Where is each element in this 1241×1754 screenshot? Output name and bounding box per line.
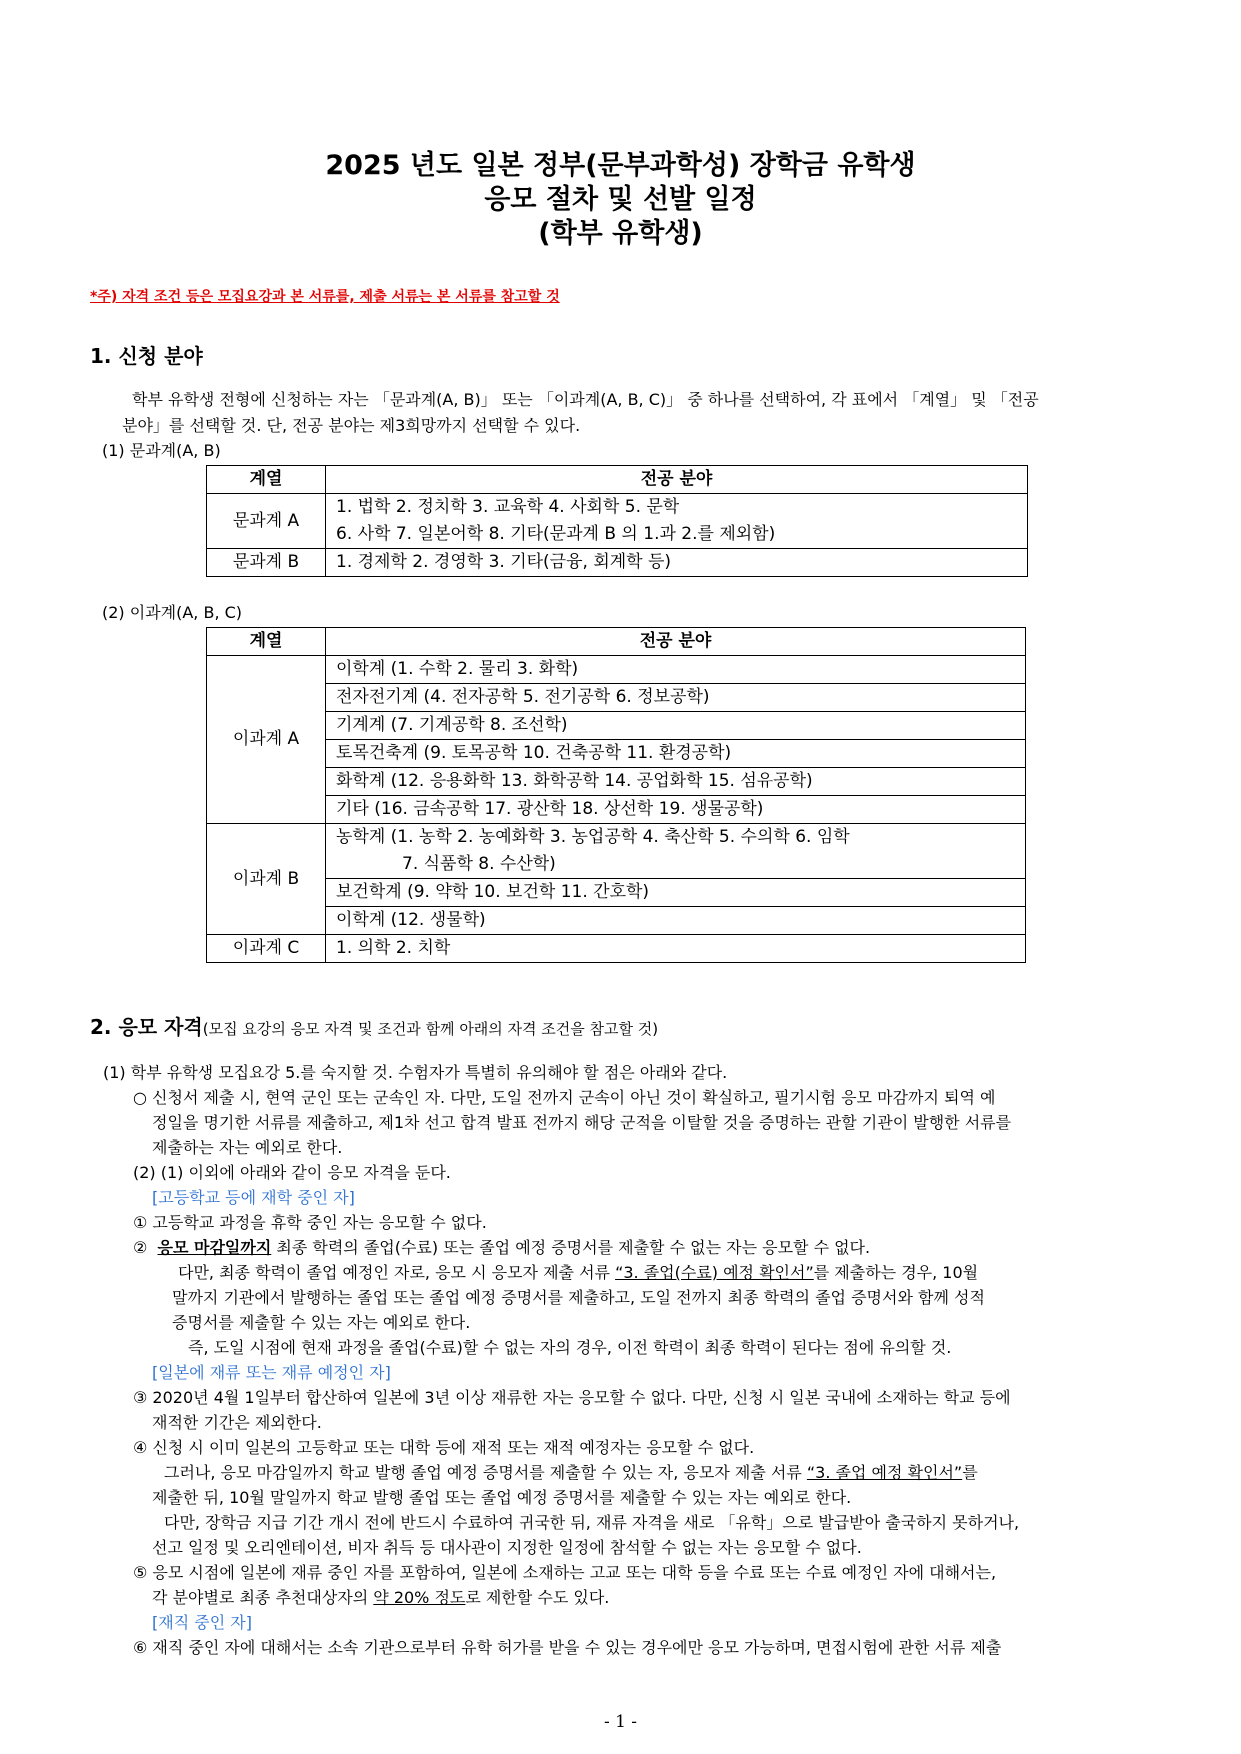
- item-2-line-4: 증명서를 제출할 수 있는 자는 예외로 한다.: [172, 1313, 471, 1332]
- page-number: - 1 -: [603, 1712, 638, 1732]
- table-row: [207, 549, 1028, 577]
- item-5: ⑤ 응모 시점에 일본에 재류 중인 자를 포함하여, 일본에 소재하는 고교 또는 대학 등을 수료 또는 수료 예정인 자에 대해서는,: [133, 1563, 997, 1582]
- section-2-heading: [90, 1011, 658, 1040]
- field-line: 6. 사학 7. 일본어학 8. 기타(문과계 B 의 1.과 2.를 제외함): [336, 524, 776, 544]
- item-3: ③ 2020년 4월 1일부터 합산하여 일본에 3년 이상 재류한 자는 응모할 수 없다. 다만, 신청 시 일본 국내에 소재하는 학교 등에: [133, 1388, 1011, 1407]
- item-3-line-2: 재적한 기간은 제외한다.: [152, 1413, 322, 1432]
- category-cell: 이과계 B: [207, 824, 326, 935]
- title-line-2: 응모 절차 및 선발 일정: [484, 184, 757, 215]
- item-2-line-5: 즉, 도일 시점에 현재 과정을 졸업(수료)할 수 없는 자의 경우, 이전 학력이 최종 학력이 된다는 점에 유의할 것.: [188, 1338, 952, 1357]
- table-row: [207, 824, 1026, 879]
- humanities-label: (1) 문과계(A, B): [102, 441, 221, 460]
- field-line: 7. 식품학 8. 수산학): [402, 854, 556, 874]
- science-label: (2) 이과계(A, B, C): [102, 603, 243, 622]
- field-line: 보건학계 (9. 약학 10. 보건학 11. 간호학): [326, 879, 1026, 907]
- category-cell: 문과계 B: [207, 549, 326, 577]
- item-2-line-2: 다만, 최종 학력이 졸업 예정인 자로, 응모 시 응모자 제출 서류 “3. 졸업(수료) 예정 확인서”를 제출하는 경우, 10월: [178, 1263, 979, 1282]
- field-line: 1. 법학 2. 정치학 3. 교육학 4. 사회학 5. 문학: [336, 497, 680, 517]
- section-2-heading-note: (모집 요강의 응모 자격 및 조건과 함께 아래의 자격 조건을 참고할 것): [202, 1020, 659, 1038]
- field-line: 이학계 (12. 생물학): [326, 907, 1026, 935]
- table-row: [207, 494, 1028, 549]
- deadline-emphasis: 응모 마감일까지: [157, 1238, 272, 1257]
- field-line: 화학계 (12. 응용화학 13. 화학공학 14. 공업화학 15. 섬유공학): [326, 768, 1026, 796]
- rule-2: (2) (1) 이외에 아래와 같이 응모 자격을 둔다.: [133, 1163, 451, 1182]
- humanities-table: [206, 465, 1028, 577]
- table-row: [207, 684, 1026, 712]
- section-1-intro-line-2: 분야」를 선택할 것. 단, 전공 분야는 제3희망까지 선택할 수 있다.: [122, 416, 581, 435]
- item-1: ① 고등학교 과정을 휴학 중인 자는 응모할 수 없다.: [133, 1213, 487, 1232]
- subheading-employed: [재직 중인 자]: [152, 1613, 252, 1632]
- military-line-2: 정일을 명기한 서류를 제출하고, 제1차 선고 합격 발표 전까지 해당 군적을 이탈할 것을 증명하는 관할 기관이 발행한 서류를: [152, 1113, 1012, 1132]
- item-4-line-5: 선고 일정 및 오리엔테이션, 비자 취득 등 대사관이 지정한 일정에 참석할 수 없는 자는 응모할 수 없다.: [152, 1538, 862, 1557]
- fields-cell: [326, 494, 1028, 549]
- table-row: [207, 768, 1026, 796]
- section-1-intro-line-1: 학부 유학생 전형에 신청하는 자는 「문과계(A, B)」 또는 「이과계(A, B, C)」 중 하나를 선택하여, 각 표에서 「계열」 및 「전공: [132, 390, 1039, 409]
- field-line: 기타 (16. 금속공학 17. 광산학 18. 상선학 19. 생물공학): [326, 796, 1026, 824]
- table-header-fields: 전공 분야: [326, 628, 1026, 656]
- field-line: 이학계 (1. 수학 2. 물리 3. 화학): [326, 656, 1026, 684]
- section-2-heading-title: 2. 응모 자격: [90, 1015, 203, 1039]
- item-2: ② 응모 마감일까지 최종 학력의 졸업(수료) 또는 졸업 예정 증명서를 제출할 수 없는 자는 응모할 수 없다.: [133, 1238, 871, 1257]
- item-4-line-3: 제출한 뒤, 10월 말일까지 학교 발행 졸업 또는 졸업 예정 증명서를 제출할 수 있는 자는 예외로 한다.: [152, 1488, 852, 1507]
- limit-emphasis: 약 20% 정도: [373, 1588, 466, 1607]
- item-6: ⑥ 재직 중인 자에 대해서는 소속 기관으로부터 유학 허가를 받을 수 있는 경우에만 응모 가능하며, 면접시험에 관한 서류 제출: [133, 1638, 1002, 1657]
- category-cell: 이과계 C: [207, 935, 326, 963]
- section-1-heading: 1. 신청 분야: [90, 344, 203, 368]
- field-line: 1. 경제학 2. 경영학 3. 기타(금융, 회계학 등): [326, 549, 1028, 577]
- doc-reference: “3. 졸업(수료) 예정 확인서”: [615, 1263, 814, 1282]
- field-line: 토목건축계 (9. 토목공학 10. 건축공학 11. 환경공학): [326, 740, 1026, 768]
- science-table: [206, 627, 1026, 963]
- table-row: [207, 796, 1026, 824]
- subheading-residence: [일본에 재류 또는 재류 예정인 자]: [152, 1363, 391, 1382]
- table-row: [207, 935, 1026, 963]
- category-cell: 문과계 A: [207, 494, 326, 549]
- field-line: 기계계 (7. 기계공학 8. 조선학): [326, 712, 1026, 740]
- table-row: [207, 712, 1026, 740]
- military-line-1: ○ 신청서 제출 시, 현역 군인 또는 군속인 자. 다만, 도일 전까지 군속이 아닌 것이 확실하고, 필기시험 응모 마감까지 퇴역 예: [133, 1088, 996, 1107]
- military-line-3: 제출하는 자는 예외로 한다.: [152, 1138, 343, 1157]
- doc-reference: “3. 졸업 예정 확인서”: [806, 1463, 963, 1482]
- table-row: [207, 879, 1026, 907]
- item-5-line-2: 각 분야별로 최종 추천대상자의 약 20% 정도로 제한할 수도 있다.: [152, 1588, 610, 1607]
- field-line: 1. 의학 2. 치학: [326, 935, 1026, 963]
- field-line: 전자전기계 (4. 전자공학 5. 전기공학 6. 정보공학): [326, 684, 1026, 712]
- subheading-highschool: [고등학교 등에 재학 중인 자]: [152, 1188, 355, 1207]
- item-4-line-4: 다만, 장학금 지급 기간 개시 전에 반드시 수료하여 귀국한 뒤, 재류 자격을 새로 「유학」으로 발급받아 출국하지 못하거나,: [164, 1513, 1020, 1532]
- notice-text: *주) 자격 조건 등은 모집요강과 본 서류를, 제출 서류는 본 서류를 참고할 것: [90, 289, 560, 305]
- title-line-1: 2025 년도 일본 정부(문부과학성) 장학금 유학생: [325, 150, 916, 181]
- table-row: [207, 656, 1026, 684]
- item-2-line-3: 말까지 기관에서 발행하는 졸업 또는 졸업 예정 증명서를 제출하고, 도일 전까지 최종 학력의 졸업 증명서와 함께 성적: [172, 1288, 985, 1307]
- table-header-fields: 전공 분야: [326, 466, 1028, 494]
- item-4: ④ 신청 시 이미 일본의 고등학교 또는 대학 등에 재적 또는 재적 예정자는 응모할 수 없다.: [133, 1438, 755, 1457]
- table-row: [207, 740, 1026, 768]
- table-header-category: 계열: [207, 466, 326, 494]
- item-4-line-2: 그러나, 응모 마감일까지 학교 발행 졸업 예정 증명서를 제출할 수 있는 자, 응모자 제출 서류 “3. 졸업 예정 확인서”를: [164, 1463, 978, 1482]
- table-header-category: 계열: [207, 628, 326, 656]
- table-row: [207, 907, 1026, 935]
- category-cell: 이과계 A: [207, 656, 326, 824]
- fields-cell: [326, 824, 1026, 879]
- title-line-3: (학부 유학생): [538, 218, 703, 249]
- rule-1: (1) 학부 유학생 모집요강 5.를 숙지할 것. 수험자가 특별히 유의해야 할 점은 아래와 같다.: [103, 1063, 728, 1082]
- field-line: 농학계 (1. 농학 2. 농예화학 3. 농업공학 4. 축산학 5. 수의학 6. 임학: [336, 827, 850, 847]
